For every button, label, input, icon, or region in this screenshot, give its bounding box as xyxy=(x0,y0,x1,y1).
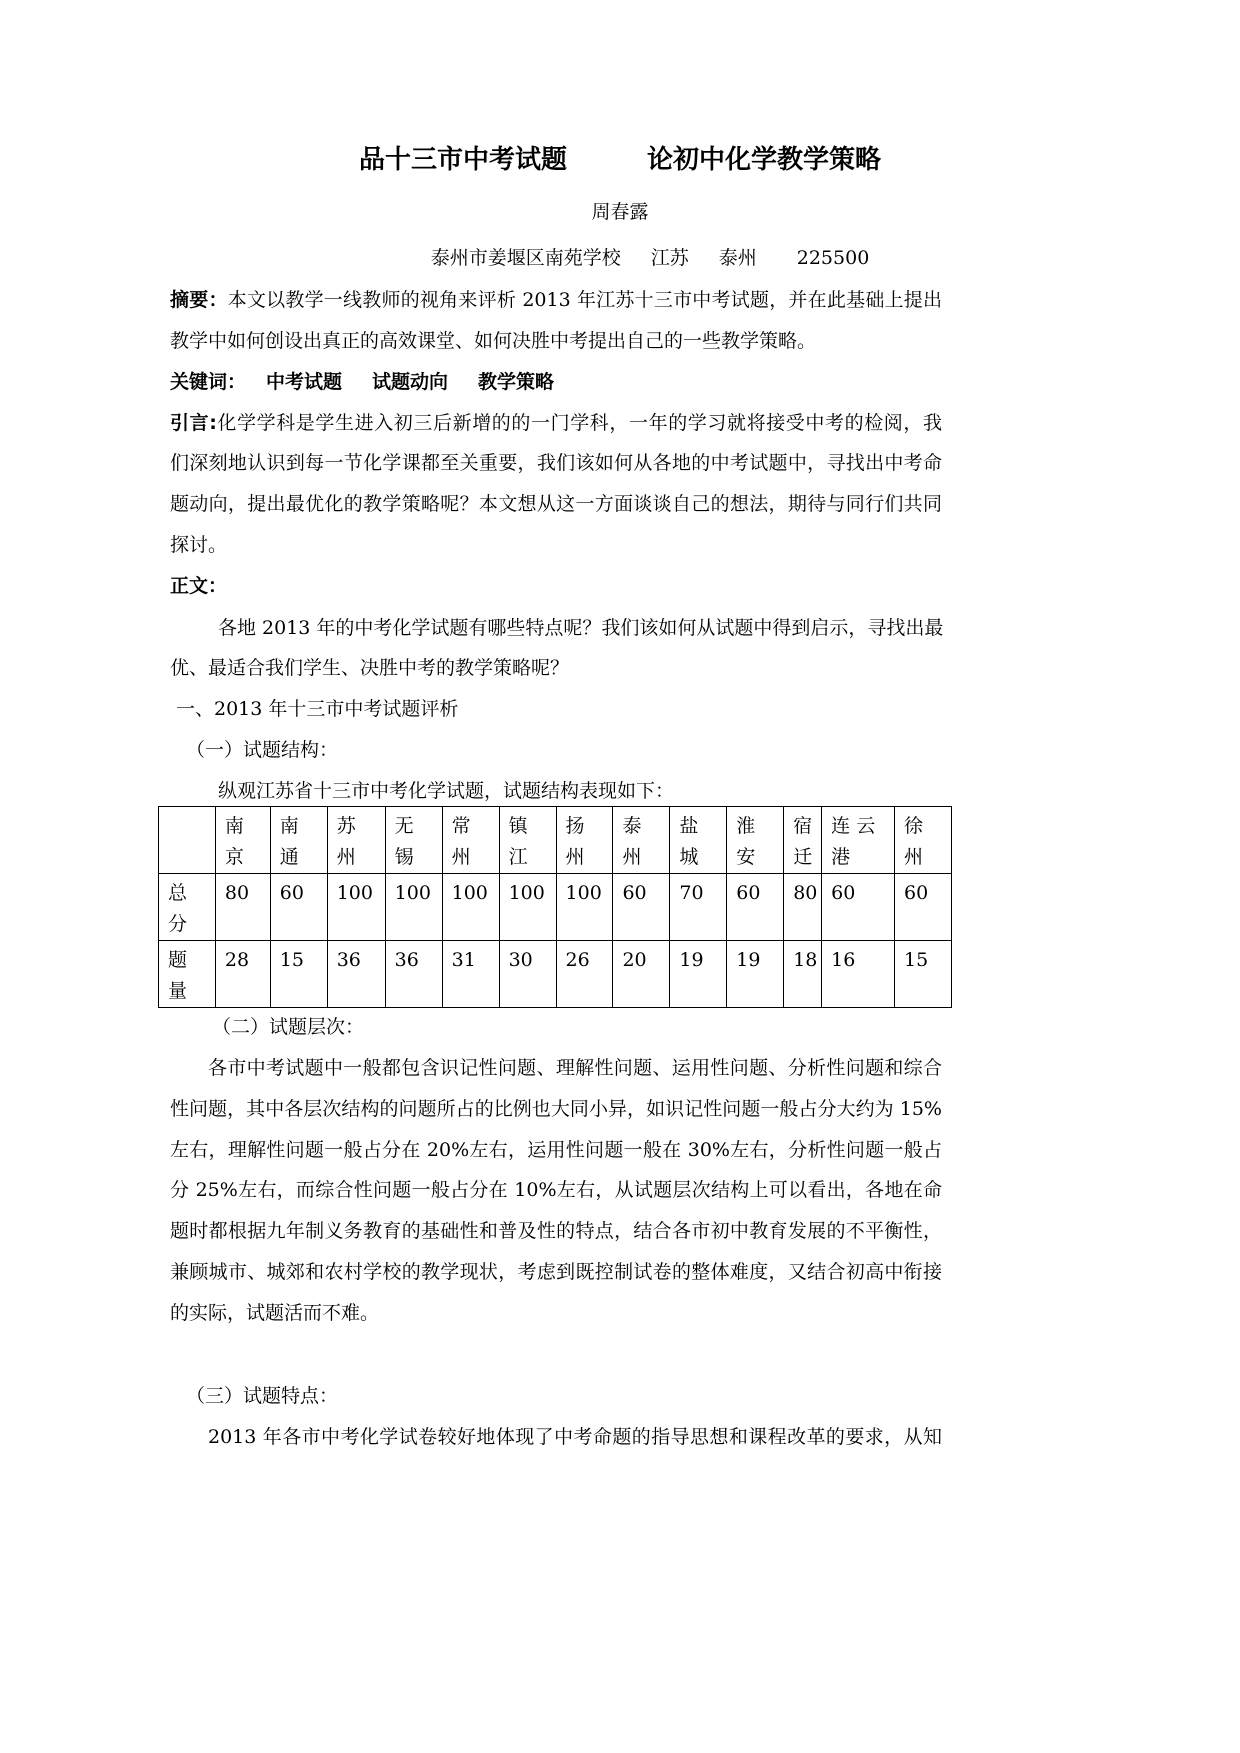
city-header-cell xyxy=(556,807,613,874)
value-cell: 60 xyxy=(727,874,784,941)
value-cell: 15 xyxy=(895,941,952,1008)
city-header-cell xyxy=(613,807,670,874)
value-cell: 19 xyxy=(670,941,727,1008)
intro-line: 探讨。 xyxy=(170,534,228,556)
city-header-cell xyxy=(499,807,556,874)
value-cell: 18 xyxy=(784,941,822,1008)
school: 泰州市姜堰区南苑学校 xyxy=(430,247,621,269)
value-cell: 15 xyxy=(270,941,327,1008)
value-cell: 100 xyxy=(385,874,442,941)
province: 江苏 xyxy=(650,247,689,269)
cell-text: 南 xyxy=(224,815,244,837)
table-corner-cell xyxy=(159,807,216,874)
intro xyxy=(170,411,942,435)
section-heading: 一、2013 年十三市中考试题评析 xyxy=(176,698,459,720)
cell-text: 江 xyxy=(508,846,528,868)
city-header-cell xyxy=(784,807,822,874)
value-cell: 60 xyxy=(613,874,670,941)
cell-text: 扬 xyxy=(565,815,585,837)
value-cell: 19 xyxy=(727,941,784,1008)
cell-text: 迁 xyxy=(793,846,813,868)
value-cell: 20 xyxy=(613,941,670,1008)
keywords xyxy=(170,370,942,394)
keyword: 中考试题 xyxy=(266,371,343,393)
document-title xyxy=(0,145,1240,175)
value-cell: 30 xyxy=(499,941,556,1008)
value-cell: 16 xyxy=(822,941,895,1008)
row-label-cell xyxy=(159,874,216,941)
exam-structure-table xyxy=(158,806,952,1008)
abstract-line: 教学中如何创设出真正的高效课堂、如何决胜中考提出自己的一些教学策略。 xyxy=(170,330,817,352)
cell-text: 盐 xyxy=(679,815,699,837)
paragraph-line: 2013 年各市中考化学试卷较好地体现了中考命题的指导思想和课程改革的要求，从知 xyxy=(208,1426,942,1448)
postcode: 225500 xyxy=(796,247,870,269)
cell-text: 分 xyxy=(168,913,188,935)
cell-text: 州 xyxy=(622,846,642,868)
table-row xyxy=(159,941,952,1008)
paragraph-line: 性问题，其中各层次结构的问题所占的比例也大同小异，如识记性问题一般占分大约为 15% xyxy=(170,1098,942,1120)
cell-text: 苏 xyxy=(336,815,356,837)
cell-text: 南 xyxy=(279,815,299,837)
subsection-heading: （一）试题结构： xyxy=(186,739,339,761)
paragraph-line: 的实际，试题活而不难。 xyxy=(170,1302,380,1324)
cell-text: 安 xyxy=(736,846,756,868)
abstract-label: 摘要： xyxy=(170,289,228,311)
body-label xyxy=(170,574,942,598)
city: 泰州 xyxy=(718,247,757,269)
cell-text: 州 xyxy=(904,846,924,868)
paragraph-line: 优、最适合我们学生、决胜中考的教学策略呢？ xyxy=(170,657,570,679)
row-label-cell xyxy=(159,941,216,1008)
city-header-cell xyxy=(215,807,270,874)
value-cell: 80 xyxy=(784,874,822,941)
city-header-cell xyxy=(895,807,952,874)
value-cell: 26 xyxy=(556,941,613,1008)
cell-text: 宿 xyxy=(793,815,813,837)
cell-text: 题 xyxy=(168,949,188,971)
cell-text: 京 xyxy=(224,846,244,868)
value-cell: 100 xyxy=(327,874,385,941)
paragraph-line: 题时都根据九年制义务教育的基础性和普及性的特点，结合各市初中教育发展的不平衡性， xyxy=(170,1220,942,1242)
keywords-label: 关键词： xyxy=(170,371,247,393)
paragraph-line: 分 25%左右，而综合性问题一般占分在 10%左右，从试题层次结构上可以看出，各地在命 xyxy=(170,1179,942,1201)
keyword: 试题动向 xyxy=(372,371,449,393)
city-header-cell xyxy=(385,807,442,874)
cell-text: 城 xyxy=(679,846,699,868)
paragraph-line: 左右，理解性问题一般占分在 20%左右，运用性问题一般在 30%左右，分析性问题一般占 xyxy=(170,1139,942,1161)
subsection-heading: （二）试题层次： xyxy=(212,1016,365,1038)
author: 周春露 xyxy=(591,201,649,223)
value-cell: 60 xyxy=(895,874,952,941)
subsection-heading: （三）试题特点： xyxy=(186,1385,339,1407)
value-cell: 80 xyxy=(215,874,270,941)
intro-label: 引言: xyxy=(170,412,217,434)
city-header-cell xyxy=(727,807,784,874)
cell-text: 总 xyxy=(168,882,188,904)
title-left: 品十三市中考试题 xyxy=(358,145,567,175)
cell-text: 州 xyxy=(451,846,471,868)
intro-line: 们深刻地认识到每一节化学课都至关重要，我们该如何从各地的中考试题中，寻找出中考命 xyxy=(170,452,942,474)
value-cell: 100 xyxy=(499,874,556,941)
cell-text: 通 xyxy=(279,846,299,868)
city-header-cell xyxy=(822,807,895,874)
cell-text: 州 xyxy=(336,846,356,868)
city-header-cell xyxy=(442,807,499,874)
value-cell: 70 xyxy=(670,874,727,941)
value-cell: 31 xyxy=(442,941,499,1008)
value-cell: 100 xyxy=(556,874,613,941)
body-label-text: 正文： xyxy=(170,575,228,597)
cell-text: 镇 xyxy=(508,815,528,837)
abstract xyxy=(170,288,942,312)
city-header-cell xyxy=(670,807,727,874)
intro-line: 题动向，提出最优化的教学策略呢？本文想从这一方面谈谈自己的想法，期待与同行们共同 xyxy=(170,493,942,515)
paragraph-line: 兼顾城市、城郊和农村学校的教学现状，考虑到既控制试卷的整体难度，又结合初高中衔接 xyxy=(170,1261,942,1283)
value-cell: 28 xyxy=(215,941,270,1008)
cell-text: 徐 xyxy=(904,815,924,837)
cell-text: 淮 xyxy=(736,815,756,837)
table-row xyxy=(159,874,952,941)
cell-text: 常 xyxy=(451,815,471,837)
city-header-cell xyxy=(327,807,385,874)
abstract-line: 本文以教学一线教师的视角来评析 2013 年江苏十三市中考试题，并在此基础上提出 xyxy=(227,289,942,311)
city-header-cell xyxy=(270,807,327,874)
keyword: 教学策略 xyxy=(478,371,555,393)
value-cell: 36 xyxy=(327,941,385,1008)
cell-text: 量 xyxy=(168,980,188,1002)
title-right: 论初中化学教学策略 xyxy=(647,145,882,175)
table-header-row xyxy=(159,807,952,874)
value-cell: 60 xyxy=(822,874,895,941)
cell-text: 无 xyxy=(394,815,414,837)
value-cell: 100 xyxy=(442,874,499,941)
cell-text: 锡 xyxy=(394,846,414,868)
intro-line: 化学学科是学生进入初三后新增的的一门学科，一年的学习就将接受中考的检阅，我 xyxy=(216,412,942,434)
cell-text: 连 云 xyxy=(831,815,876,837)
cell-text: 港 xyxy=(831,846,851,868)
value-cell: 60 xyxy=(270,874,327,941)
paragraph-line: 各市中考试题中一般都包含识记性问题、理解性问题、运用性问题、分析性问题和综合 xyxy=(208,1057,942,1079)
table-intro: 纵观江苏省十三市中考化学试题，试题结构表现如下： xyxy=(218,780,675,802)
cell-text: 泰 xyxy=(622,815,642,837)
cell-text: 州 xyxy=(565,846,585,868)
affiliation xyxy=(0,246,1240,270)
paragraph-line: 各地 2013 年的中考化学试题有哪些特点呢？我们该如何从试题中得到启示，寻找出最 xyxy=(218,617,944,639)
value-cell: 36 xyxy=(385,941,442,1008)
